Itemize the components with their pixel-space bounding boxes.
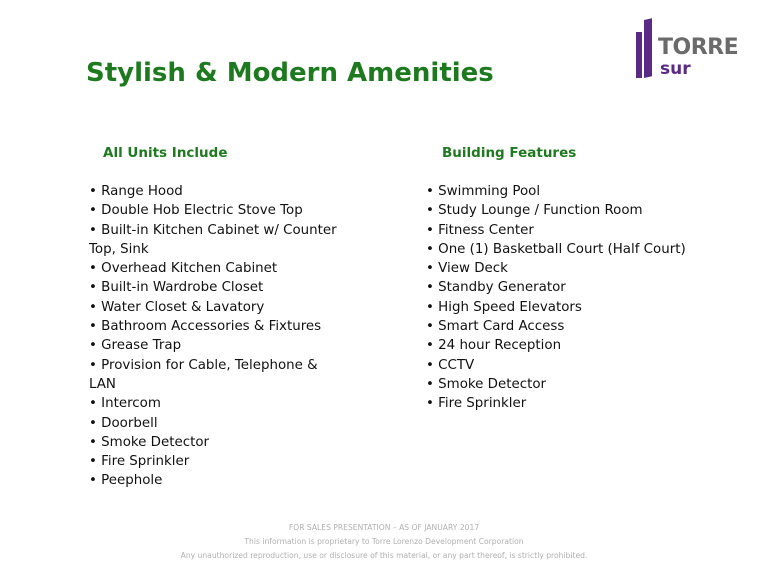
units-item: • Double Hob Electric Stove Top (89, 203, 303, 219)
units-item: • Built-in Kitchen Cabinet w/ Counter Top, Sink (89, 222, 337, 257)
building-item: • Standby Generator (426, 280, 566, 296)
units-item: • Water Closet & Lavatory (89, 299, 265, 315)
units-item: • Overhead Kitchen Cabinet (89, 261, 278, 277)
units-list (89, 182, 345, 491)
building-item: • One (1) Basketball Court (Half Court) (426, 241, 686, 257)
page-title: Stylish & Modern Amenities (86, 58, 494, 88)
building-item: • Fire Sprinkler (426, 396, 527, 412)
units-item: • Doorbell (89, 415, 158, 431)
footer-line-3: Any unauthorized reproduction, use or disclosure of this material, or any part thereof, is strictly prohibited. (180, 551, 588, 560)
units-item: • Bathroom Accessories & Fixtures (89, 319, 322, 335)
building-item: • Fitness Center (426, 222, 534, 238)
logo-bar-left (636, 32, 642, 78)
building-item: • Smart Card Access (426, 319, 565, 335)
footer-line-2: This information is proprietary to Torre Lorenzo Development Corporation (244, 537, 524, 546)
units-item: • Grease Trap (89, 338, 182, 354)
building-item: • Smoke Detector (426, 376, 547, 392)
units-heading: All Units Include (103, 145, 228, 161)
building-item: • 24 hour Reception (426, 338, 562, 354)
units-item: • Range Hood (89, 184, 183, 199)
torre-sur-logo (636, 20, 740, 82)
units-item: • Intercom (89, 396, 161, 412)
building-item: • View Deck (426, 261, 508, 277)
building-item: • CCTV (426, 357, 475, 373)
units-item: • Provision for Cable, Telephone & LAN (89, 357, 318, 392)
logo-bar-right (644, 18, 652, 78)
building-item: • Study Lounge / Function Room (426, 203, 643, 219)
building-item: • High Speed Elevators (426, 299, 582, 315)
footer-line-1: FOR SALES PRESENTATION – AS OF JANUARY 2017 (288, 523, 480, 532)
units-item: • Fire Sprinkler (89, 454, 190, 470)
logo-text-torre: TORRE (658, 35, 739, 60)
units-item: • Smoke Detector (89, 434, 210, 450)
building-heading: Building Features (442, 145, 577, 161)
units-item: • Peephole (89, 473, 163, 489)
building-item: • Swimming Pool (426, 184, 541, 199)
units-item: • Built-in Wardrobe Closet (89, 280, 264, 296)
building-list (426, 182, 726, 414)
logo-text-sur: sur (660, 59, 691, 79)
